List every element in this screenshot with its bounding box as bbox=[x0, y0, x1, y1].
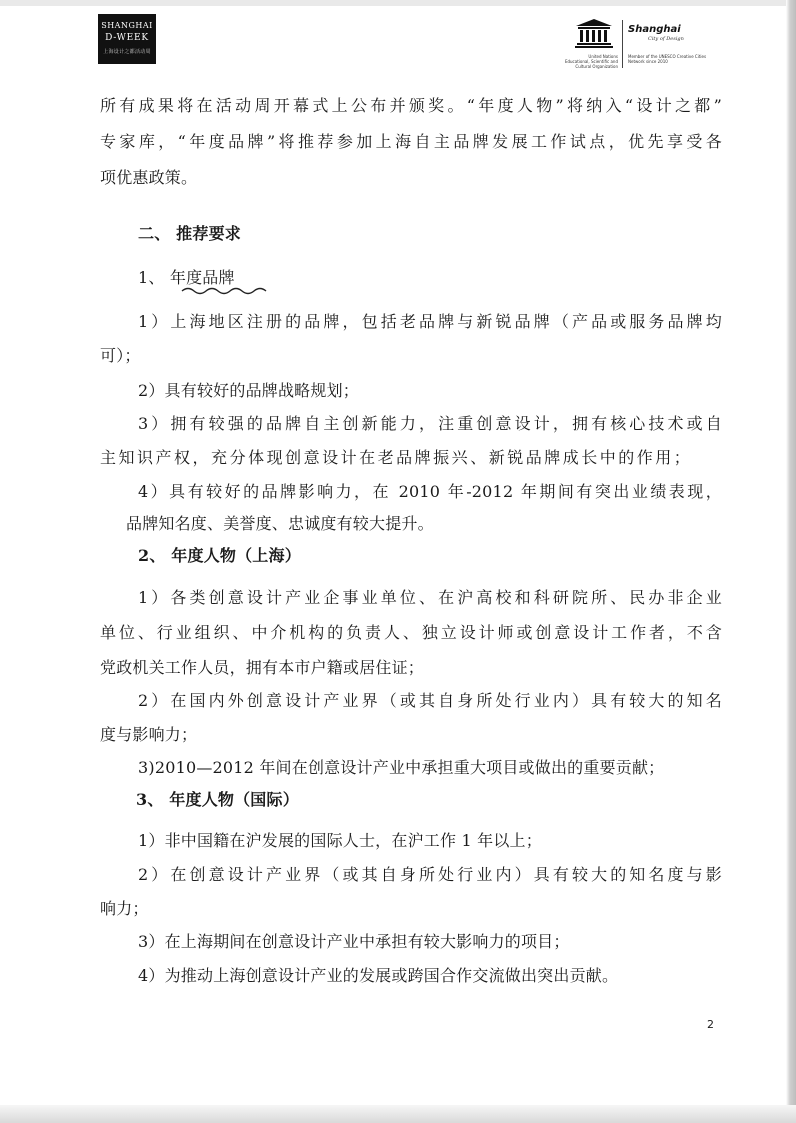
body-line: 3）拥有较强的品牌自主创新能力，注重创意设计，拥有核心技术或自 bbox=[138, 414, 722, 433]
logo-divider bbox=[622, 20, 623, 68]
city-subtitle: City of Design bbox=[648, 36, 684, 42]
unesco-temple-icon bbox=[574, 18, 614, 48]
body-line: 主知识产权，充分体现创意设计在老品牌振兴、新锐品牌成长中的作用； bbox=[100, 448, 690, 467]
unesco-logo-block bbox=[564, 18, 722, 76]
body-line: 3)2010—2012 年间在创意设计产业中承担重大项目或做出的重要贡献； bbox=[138, 758, 665, 777]
subsection-heading: 2、 年度人物（上海） bbox=[138, 546, 301, 565]
body-line: 项优惠政策。 bbox=[100, 168, 198, 187]
handwritten-underline bbox=[180, 284, 270, 298]
page-number: 2 bbox=[707, 1018, 714, 1031]
body-line: 党政机关工作人员，拥有本市户籍或居住证； bbox=[100, 658, 425, 677]
body-line: 1）上海地区注册的品牌，包括老品牌与新锐品牌（产品或服务品牌均 bbox=[138, 312, 722, 331]
section-heading: 二、 推荐要求 bbox=[138, 224, 241, 243]
dweek-logo-line2: D-WEEK bbox=[105, 33, 149, 43]
body-line: 1）各类创意设计产业企事业单位、在沪高校和科研院所、民办非企业 bbox=[138, 588, 722, 607]
body-line: 2）在创意设计产业界（或其自身所处行业内）具有较大的知名度与影 bbox=[138, 865, 722, 884]
body-line: 3）在上海期间在创意设计产业中承担有较大影响力的项目； bbox=[138, 932, 570, 951]
member-text: Member of the UNESCO Creative Cities Network since 2010 bbox=[628, 54, 707, 64]
body-line: 响力； bbox=[100, 899, 149, 918]
body-line: 2）具有较好的品牌战略规划； bbox=[138, 381, 359, 400]
body-line: 4）为推动上海创意设计产业的发展或跨国合作交流做出突出贡献。 bbox=[138, 966, 619, 985]
subsection-heading: 1、 年度品牌 bbox=[138, 268, 235, 287]
subsection-heading: 3、 年度人物（国际） bbox=[136, 790, 299, 809]
body-line: 4）具有较好的品牌影响力，在 2010 年-2012 年期间有突出业绩表现， bbox=[138, 482, 722, 501]
body-line: 可）； bbox=[100, 346, 141, 365]
scan-edge-bottom bbox=[0, 1105, 796, 1123]
body-line: 专家库，“年度品牌”将推荐参加上海自主品牌发展工作试点，优先享受各 bbox=[100, 132, 722, 151]
scan-edge-top bbox=[0, 0, 796, 6]
city-title: Shanghai bbox=[628, 24, 681, 35]
body-line: 所有成果将在活动周开幕式上公布并颁奖。“年度人物”将纳入“设计之都” bbox=[100, 96, 722, 115]
dweek-logo bbox=[98, 14, 156, 64]
dweek-logo-line3: 上海设计之都活动周 bbox=[103, 49, 151, 55]
body-line: 品牌知名度、美誉度、忠诚度有较大提升。 bbox=[126, 514, 434, 533]
body-line: 单位、行业组织、中介机构的负责人、独立设计师或创意设计工作者，不含 bbox=[100, 623, 722, 642]
dweek-logo-line1: SHANGHAI bbox=[101, 21, 153, 30]
body-line: 1）非中国籍在沪发展的国际人士，在沪工作 1 年以上； bbox=[138, 831, 542, 850]
body-line: 2）在国内外创意设计产业界（或其自身所处行业内）具有较大的知名 bbox=[138, 691, 722, 710]
scan-edge-right bbox=[786, 0, 796, 1123]
unesco-org-text: United Nations Educational, Scientific and Cultural Organization bbox=[564, 54, 618, 69]
body-line: 度与影响力； bbox=[100, 725, 198, 744]
